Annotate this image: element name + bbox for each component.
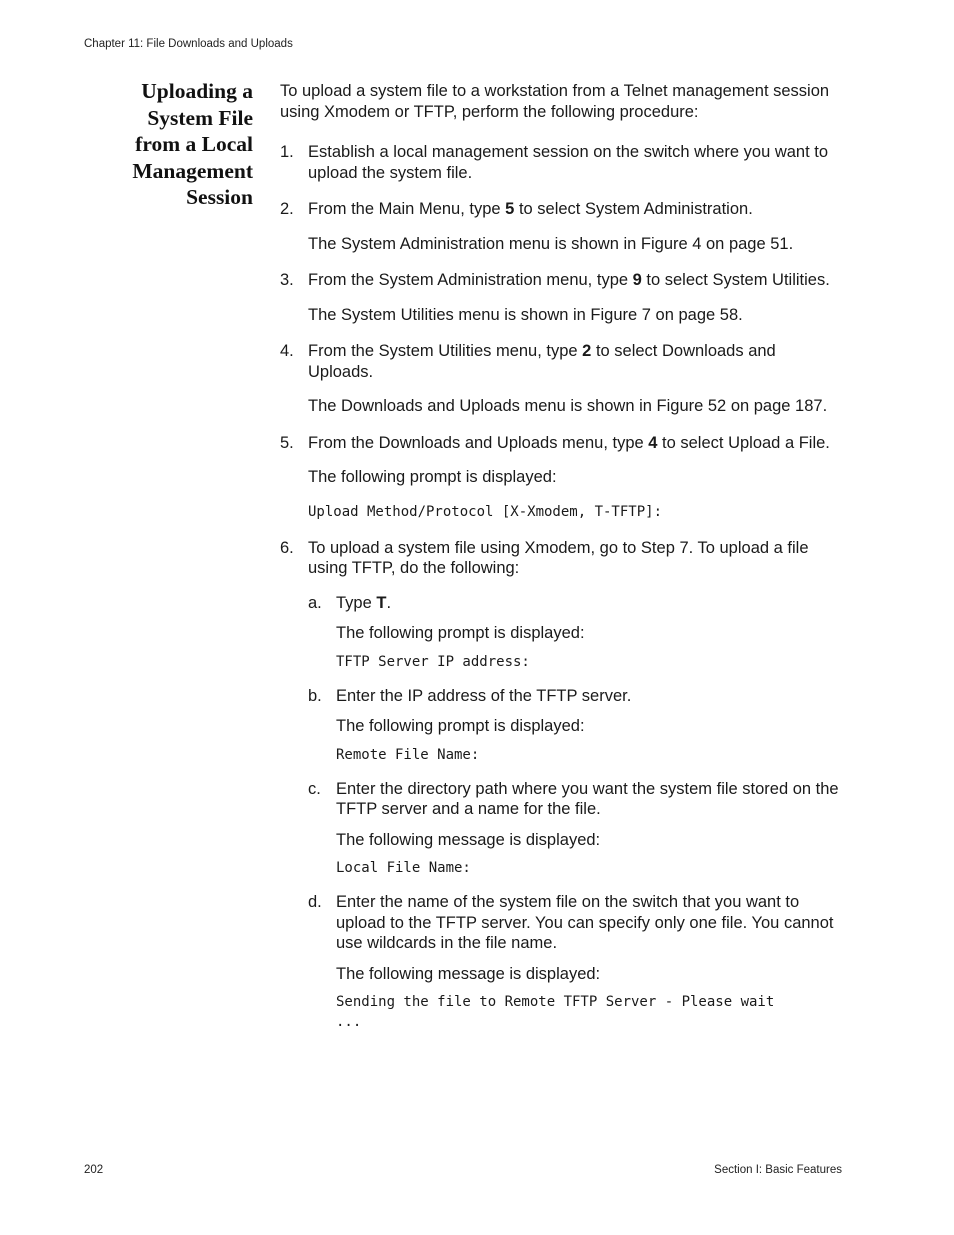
step-3: [280, 270, 845, 325]
step-number: 5.: [280, 433, 294, 452]
substep-letter: c.: [308, 779, 321, 798]
substep-letter: d.: [308, 893, 322, 911]
step-5: [280, 433, 845, 522]
substep-text: [336, 593, 845, 614]
heading-line: Management: [132, 158, 253, 183]
step-text: To upload a system file using Xmodem, go to Step 7. To upload a file using TFTP, do the following:: [308, 538, 809, 577]
section-heading: [100, 78, 253, 211]
step-number: 1.: [280, 143, 294, 161]
console-prompt: TFTP Server IP address:: [336, 653, 530, 670]
step-number: 6.: [280, 538, 294, 557]
substep-text-post: .: [386, 593, 392, 612]
step-text: [308, 341, 845, 382]
step-text-post: to select System Utilities.: [641, 271, 830, 289]
substep-text: Enter the name of the system file on the switch that you want to upload to the TFTP server. You can specify only one file. You cannot use wildcards in the file name.: [336, 893, 834, 952]
body-column: [280, 81, 845, 1048]
page-number: 202: [84, 1164, 104, 1176]
menu-key: 4: [648, 433, 658, 452]
substep-text: Enter the IP address of the TFTP server.: [336, 686, 632, 705]
typed-key: T: [376, 593, 387, 612]
section-footer: Section I: Basic Features: [714, 1164, 842, 1176]
step-text-post: to select System Administration.: [514, 200, 753, 218]
step-note: The System Utilities menu is shown in Figure 7 on page 58.: [308, 305, 743, 324]
menu-key: 5: [505, 200, 515, 218]
substep-text: Enter the directory path where you want the system file stored on the TFTP server and a name for the file.: [336, 779, 839, 818]
heading-line: from a Local: [135, 132, 253, 156]
step-text-pre: From the System Utilities menu, type: [308, 342, 583, 360]
step-note: The System Administration menu is shown in Figure 4 on page 51.: [308, 234, 794, 253]
substep-a: [308, 593, 845, 672]
step-text-pre: From the Downloads and Uploads menu, type: [308, 433, 649, 452]
step-text: Establish a local management session on the switch where you want to upload the system file.: [308, 143, 829, 182]
substep-letter: b.: [308, 686, 322, 705]
heading-line: System File: [147, 105, 253, 130]
substep-text-pre: Type: [336, 593, 377, 612]
substep-c: [308, 779, 845, 879]
step-text-post: to select Upload a File.: [657, 433, 830, 452]
step-4: [280, 341, 845, 417]
step-number: 3.: [280, 271, 294, 289]
substep-d: [308, 892, 845, 1032]
console-prompt: Remote File Name:: [336, 746, 480, 763]
step-6: [280, 538, 845, 1033]
substep-letter: a.: [308, 593, 322, 612]
running-head: Chapter 11: File Downloads and Uploads: [84, 38, 293, 50]
menu-key: 9: [632, 271, 642, 289]
step-note: The following prompt is displayed:: [308, 468, 557, 486]
intro-paragraph: To upload a system file to a workstation from a Telnet management session using Xmodem or TFTP, perform the following procedure:: [280, 82, 830, 121]
step-number: 4.: [280, 342, 294, 360]
substep-note: The following prompt is displayed:: [336, 717, 585, 735]
console-message: Sending the file to Remote TFTP Server - Please wait ...: [336, 994, 775, 1030]
console-prompt: Local File Name:: [336, 860, 471, 876]
step-2: [280, 199, 845, 254]
step-1: [280, 142, 845, 183]
substep-b: [308, 686, 845, 765]
step-text: [308, 270, 845, 291]
step-text: [308, 199, 845, 220]
heading-line: Session: [186, 185, 253, 209]
heading-line: Uploading a: [141, 79, 253, 103]
step-number: 2.: [280, 200, 294, 218]
step-text: [308, 433, 845, 454]
substep-note: The following prompt is displayed:: [336, 624, 585, 642]
step-text-pre: From the Main Menu, type: [308, 200, 506, 218]
step-text-post: to select Downloads and Uploads.: [308, 342, 776, 381]
substep-note: The following message is displayed:: [336, 830, 601, 849]
step-text-pre: From the System Administration menu, type: [308, 271, 633, 289]
step-note: The Downloads and Uploads menu is shown in Figure 52 on page 187.: [308, 397, 828, 415]
substep-note: The following message is displayed:: [336, 964, 601, 983]
console-prompt: Upload Method/Protocol [X-Xmodem, T-TFTP]:: [308, 503, 663, 520]
menu-key: 2: [582, 342, 592, 360]
